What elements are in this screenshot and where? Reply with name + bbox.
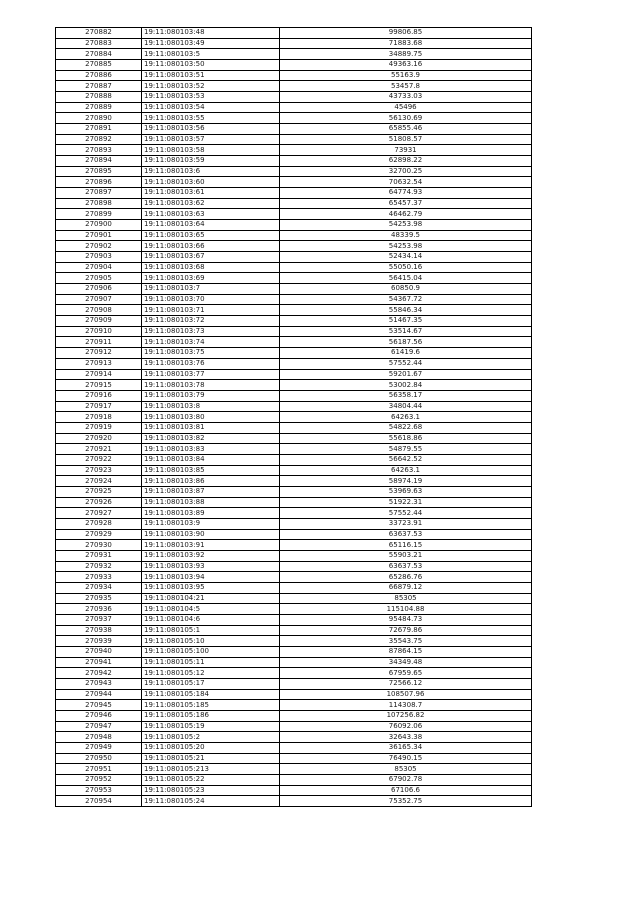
table-row <box>56 753 532 764</box>
table-row <box>56 273 532 284</box>
value-cell: 60850.9 <box>280 284 532 295</box>
cadastral-number-cell: 19:11:080103:57 <box>142 134 280 145</box>
row-number-cell: 270892 <box>56 134 142 145</box>
row-number-cell: 270929 <box>56 529 142 540</box>
cadastral-number-cell: 19:11:080103:48 <box>142 28 280 39</box>
value-cell: 63637.53 <box>280 529 532 540</box>
cadastral-number-cell: 19:11:080105:100 <box>142 646 280 657</box>
value-cell: 32700.25 <box>280 166 532 177</box>
cadastral-number-cell: 19:11:080103:52 <box>142 81 280 92</box>
cadastral-number-cell: 19:11:080104:21 <box>142 593 280 604</box>
value-cell: 62898.22 <box>280 156 532 167</box>
value-cell: 95484.73 <box>280 614 532 625</box>
table-row <box>56 316 532 327</box>
value-cell: 64263.1 <box>280 412 532 423</box>
row-number-cell: 270883 <box>56 38 142 49</box>
value-cell: 52434.14 <box>280 252 532 263</box>
cadastral-number-cell: 19:11:080103:83 <box>142 444 280 455</box>
value-cell: 115104.88 <box>280 604 532 615</box>
row-number-cell: 270918 <box>56 412 142 423</box>
cadastral-number-cell: 19:11:080103:86 <box>142 476 280 487</box>
row-number-cell: 270943 <box>56 678 142 689</box>
cadastral-number-cell: 19:11:080103:68 <box>142 262 280 273</box>
row-number-cell: 270941 <box>56 657 142 668</box>
value-cell: 46462.79 <box>280 209 532 220</box>
table-row <box>56 156 532 167</box>
table-row <box>56 582 532 593</box>
cadastral-number-cell: 19:11:080105:2 <box>142 732 280 743</box>
cadastral-number-cell: 19:11:080105:186 <box>142 711 280 722</box>
value-cell: 54253.98 <box>280 241 532 252</box>
row-number-cell: 270952 <box>56 775 142 786</box>
table-row <box>56 529 532 540</box>
table-row <box>56 241 532 252</box>
value-cell: 56187.56 <box>280 337 532 348</box>
table-row <box>56 60 532 71</box>
value-cell: 58974.19 <box>280 476 532 487</box>
table-row <box>56 369 532 380</box>
value-cell: 53514.67 <box>280 326 532 337</box>
value-cell: 55163.9 <box>280 70 532 81</box>
cadastral-number-cell: 19:11:080105:17 <box>142 678 280 689</box>
table-row <box>56 646 532 657</box>
table-row <box>56 230 532 241</box>
cadastral-number-cell: 19:11:080103:9 <box>142 518 280 529</box>
cadastral-number-cell: 19:11:080103:81 <box>142 422 280 433</box>
cadastral-number-cell: 19:11:080104:5 <box>142 604 280 615</box>
value-cell: 54879.55 <box>280 444 532 455</box>
row-number-cell: 270919 <box>56 422 142 433</box>
value-cell: 85305 <box>280 764 532 775</box>
row-number-cell: 270947 <box>56 721 142 732</box>
value-cell: 56642.52 <box>280 454 532 465</box>
table-row <box>56 49 532 60</box>
value-cell: 54253.98 <box>280 220 532 231</box>
cadastral-number-cell: 19:11:080103:94 <box>142 572 280 583</box>
table-row <box>56 422 532 433</box>
table-row <box>56 294 532 305</box>
cadastral-number-cell: 19:11:080103:80 <box>142 412 280 423</box>
row-number-cell: 270940 <box>56 646 142 657</box>
row-number-cell: 270887 <box>56 81 142 92</box>
row-number-cell: 270908 <box>56 305 142 316</box>
row-number-cell: 270915 <box>56 380 142 391</box>
value-cell: 51808.57 <box>280 134 532 145</box>
table-row <box>56 508 532 519</box>
row-number-cell: 270884 <box>56 49 142 60</box>
row-number-cell: 270942 <box>56 668 142 679</box>
table-row <box>56 454 532 465</box>
row-number-cell: 270932 <box>56 561 142 572</box>
table-row <box>56 657 532 668</box>
value-cell: 72566.12 <box>280 678 532 689</box>
row-number-cell: 270903 <box>56 252 142 263</box>
row-number-cell: 270912 <box>56 348 142 359</box>
value-cell: 65286.76 <box>280 572 532 583</box>
row-number-cell: 270916 <box>56 390 142 401</box>
table-row <box>56 134 532 145</box>
table-row <box>56 732 532 743</box>
cadastral-number-cell: 19:11:080103:73 <box>142 326 280 337</box>
value-cell: 67106.6 <box>280 785 532 796</box>
cadastral-number-cell: 19:11:080103:56 <box>142 124 280 135</box>
value-cell: 34804.44 <box>280 401 532 412</box>
value-cell: 43733.03 <box>280 92 532 103</box>
cadastral-number-cell: 19:11:080105:184 <box>142 689 280 700</box>
table-row <box>56 689 532 700</box>
table-row <box>56 433 532 444</box>
cadastral-number-cell: 19:11:080105:24 <box>142 796 280 807</box>
row-number-cell: 270949 <box>56 743 142 754</box>
cadastral-number-cell: 19:11:080103:69 <box>142 273 280 284</box>
value-cell: 67902.78 <box>280 775 532 786</box>
table-row <box>56 465 532 476</box>
value-cell: 32643.38 <box>280 732 532 743</box>
table-row <box>56 775 532 786</box>
row-number-cell: 270902 <box>56 241 142 252</box>
value-cell: 61419.6 <box>280 348 532 359</box>
table-row <box>56 540 532 551</box>
cadastral-number-cell: 19:11:080103:67 <box>142 252 280 263</box>
table-row <box>56 476 532 487</box>
cadastral-number-cell: 19:11:080103:63 <box>142 209 280 220</box>
row-number-cell: 270891 <box>56 124 142 135</box>
row-number-cell: 270885 <box>56 60 142 71</box>
cadastral-number-cell: 19:11:080104:6 <box>142 614 280 625</box>
table-row <box>56 604 532 615</box>
table-row <box>56 412 532 423</box>
row-number-cell: 270925 <box>56 486 142 497</box>
row-number-cell: 270907 <box>56 294 142 305</box>
value-cell: 99806.85 <box>280 28 532 39</box>
table-row <box>56 497 532 508</box>
value-cell: 64774.93 <box>280 188 532 199</box>
cadastral-number-cell: 19:11:080103:65 <box>142 230 280 241</box>
row-number-cell: 270917 <box>56 401 142 412</box>
cadastral-number-cell: 19:11:080103:54 <box>142 102 280 113</box>
value-cell: 51467.35 <box>280 316 532 327</box>
row-number-cell: 270934 <box>56 582 142 593</box>
row-number-cell: 270924 <box>56 476 142 487</box>
row-number-cell: 270893 <box>56 145 142 156</box>
row-number-cell: 270888 <box>56 92 142 103</box>
table-row <box>56 326 532 337</box>
table-row <box>56 625 532 636</box>
value-cell: 72679.86 <box>280 625 532 636</box>
row-number-cell: 270946 <box>56 711 142 722</box>
table-row <box>56 252 532 263</box>
value-cell: 53457.8 <box>280 81 532 92</box>
cadastral-number-cell: 19:11:080103:62 <box>142 198 280 209</box>
table-row <box>56 785 532 796</box>
row-number-cell: 270898 <box>56 198 142 209</box>
value-cell: 76490.15 <box>280 753 532 764</box>
table-row <box>56 796 532 807</box>
cadastral-number-cell: 19:11:080105:185 <box>142 700 280 711</box>
cadastral-number-cell: 19:11:080105:22 <box>142 775 280 786</box>
table-row <box>56 28 532 39</box>
row-number-cell: 270895 <box>56 166 142 177</box>
value-cell: 65855.46 <box>280 124 532 135</box>
value-cell: 108507.96 <box>280 689 532 700</box>
value-cell: 85305 <box>280 593 532 604</box>
table-row <box>56 70 532 81</box>
cadastral-number-cell: 19:11:080103:90 <box>142 529 280 540</box>
value-cell: 65116.15 <box>280 540 532 551</box>
row-number-cell: 270920 <box>56 433 142 444</box>
row-number-cell: 270897 <box>56 188 142 199</box>
row-number-cell: 270905 <box>56 273 142 284</box>
row-number-cell: 270953 <box>56 785 142 796</box>
cadastral-number-cell: 19:11:080103:78 <box>142 380 280 391</box>
row-number-cell: 270914 <box>56 369 142 380</box>
cadastral-number-cell: 19:11:080103:53 <box>142 92 280 103</box>
value-cell: 54367.72 <box>280 294 532 305</box>
table-row <box>56 711 532 722</box>
value-cell: 107256.82 <box>280 711 532 722</box>
cadastral-number-cell: 19:11:080103:58 <box>142 145 280 156</box>
row-number-cell: 270910 <box>56 326 142 337</box>
cadastral-number-cell: 19:11:080103:50 <box>142 60 280 71</box>
table-row <box>56 401 532 412</box>
table-row <box>56 92 532 103</box>
row-number-cell: 270927 <box>56 508 142 519</box>
table-row <box>56 550 532 561</box>
table-row <box>56 209 532 220</box>
value-cell: 57552.44 <box>280 358 532 369</box>
value-cell: 55618.86 <box>280 433 532 444</box>
row-number-cell: 270948 <box>56 732 142 743</box>
table-row <box>56 572 532 583</box>
table-row <box>56 486 532 497</box>
cadastral-number-cell: 19:11:080103:74 <box>142 337 280 348</box>
cadastral-number-cell: 19:11:080103:51 <box>142 70 280 81</box>
value-cell: 59201.67 <box>280 369 532 380</box>
value-cell: 56130.69 <box>280 113 532 124</box>
value-cell: 56358.17 <box>280 390 532 401</box>
row-number-cell: 270896 <box>56 177 142 188</box>
cadastral-number-cell: 19:11:080105:21 <box>142 753 280 764</box>
row-number-cell: 270899 <box>56 209 142 220</box>
row-number-cell: 270938 <box>56 625 142 636</box>
row-number-cell: 270901 <box>56 230 142 241</box>
row-number-cell: 270954 <box>56 796 142 807</box>
cadastral-number-cell: 19:11:080103:82 <box>142 433 280 444</box>
row-number-cell: 270921 <box>56 444 142 455</box>
row-number-cell: 270909 <box>56 316 142 327</box>
value-cell: 65457.37 <box>280 198 532 209</box>
table-row <box>56 38 532 49</box>
table-row <box>56 561 532 572</box>
table-row <box>56 337 532 348</box>
row-number-cell: 270933 <box>56 572 142 583</box>
cadastral-number-cell: 19:11:080103:66 <box>142 241 280 252</box>
table-row <box>56 81 532 92</box>
value-cell: 63637.53 <box>280 561 532 572</box>
table-row <box>56 358 532 369</box>
table-row <box>56 262 532 273</box>
row-number-cell: 270951 <box>56 764 142 775</box>
row-number-cell: 270913 <box>56 358 142 369</box>
row-number-cell: 270882 <box>56 28 142 39</box>
cadastral-number-cell: 19:11:080103:59 <box>142 156 280 167</box>
value-cell: 75352.75 <box>280 796 532 807</box>
data-table <box>55 27 532 807</box>
cadastral-number-cell: 19:11:080103:72 <box>142 316 280 327</box>
value-cell: 66879.12 <box>280 582 532 593</box>
cadastral-number-cell: 19:11:080105:23 <box>142 785 280 796</box>
cadastral-number-cell: 19:11:080103:93 <box>142 561 280 572</box>
row-number-cell: 270900 <box>56 220 142 231</box>
cadastral-number-cell: 19:11:080105:213 <box>142 764 280 775</box>
table-body <box>56 28 532 807</box>
row-number-cell: 270928 <box>56 518 142 529</box>
row-number-cell: 270894 <box>56 156 142 167</box>
table-row <box>56 636 532 647</box>
table-row <box>56 380 532 391</box>
cadastral-number-cell: 19:11:080103:87 <box>142 486 280 497</box>
cadastral-number-cell: 19:11:080103:85 <box>142 465 280 476</box>
cadastral-number-cell: 19:11:080105:1 <box>142 625 280 636</box>
cadastral-number-cell: 19:11:080103:70 <box>142 294 280 305</box>
row-number-cell: 270939 <box>56 636 142 647</box>
value-cell: 64263.1 <box>280 465 532 476</box>
cadastral-number-cell: 19:11:080103:61 <box>142 188 280 199</box>
table-row <box>56 518 532 529</box>
value-cell: 56415.04 <box>280 273 532 284</box>
row-number-cell: 270936 <box>56 604 142 615</box>
cadastral-number-cell: 19:11:080103:60 <box>142 177 280 188</box>
row-number-cell: 270904 <box>56 262 142 273</box>
cadastral-number-cell: 19:11:080105:10 <box>142 636 280 647</box>
cadastral-number-cell: 19:11:080103:75 <box>142 348 280 359</box>
cadastral-number-cell: 19:11:080103:77 <box>142 369 280 380</box>
value-cell: 87864.15 <box>280 646 532 657</box>
cadastral-number-cell: 19:11:080105:11 <box>142 657 280 668</box>
value-cell: 53969.63 <box>280 486 532 497</box>
row-number-cell: 270889 <box>56 102 142 113</box>
cadastral-number-cell: 19:11:080103:64 <box>142 220 280 231</box>
table-row <box>56 113 532 124</box>
cadastral-number-cell: 19:11:080103:49 <box>142 38 280 49</box>
cadastral-number-cell: 19:11:080105:19 <box>142 721 280 732</box>
cadastral-number-cell: 19:11:080105:20 <box>142 743 280 754</box>
row-number-cell: 270945 <box>56 700 142 711</box>
value-cell: 55050.16 <box>280 262 532 273</box>
cadastral-number-cell: 19:11:080103:55 <box>142 113 280 124</box>
row-number-cell: 270906 <box>56 284 142 295</box>
value-cell: 73931 <box>280 145 532 156</box>
cadastral-number-cell: 19:11:080103:84 <box>142 454 280 465</box>
cadastral-number-cell: 19:11:080103:71 <box>142 305 280 316</box>
table-row <box>56 145 532 156</box>
cadastral-number-cell: 19:11:080103:95 <box>142 582 280 593</box>
table-row <box>56 668 532 679</box>
value-cell: 54822.68 <box>280 422 532 433</box>
row-number-cell: 270937 <box>56 614 142 625</box>
table-row <box>56 444 532 455</box>
table-row <box>56 305 532 316</box>
value-cell: 34889.75 <box>280 49 532 60</box>
value-cell: 36165.34 <box>280 743 532 754</box>
row-number-cell: 270926 <box>56 497 142 508</box>
row-number-cell: 270935 <box>56 593 142 604</box>
table-row <box>56 284 532 295</box>
row-number-cell: 270922 <box>56 454 142 465</box>
cadastral-number-cell: 19:11:080103:5 <box>142 49 280 60</box>
value-cell: 55846.34 <box>280 305 532 316</box>
table-row <box>56 700 532 711</box>
cadastral-number-cell: 19:11:080103:91 <box>142 540 280 551</box>
row-number-cell: 270890 <box>56 113 142 124</box>
row-number-cell: 270911 <box>56 337 142 348</box>
row-number-cell: 270931 <box>56 550 142 561</box>
cadastral-number-cell: 19:11:080103:6 <box>142 166 280 177</box>
value-cell: 57552.44 <box>280 508 532 519</box>
value-cell: 51922.31 <box>280 497 532 508</box>
table-row <box>56 764 532 775</box>
table-row <box>56 198 532 209</box>
value-cell: 70632.54 <box>280 177 532 188</box>
value-cell: 34349.48 <box>280 657 532 668</box>
row-number-cell: 270923 <box>56 465 142 476</box>
value-cell: 76092.06 <box>280 721 532 732</box>
table-row <box>56 390 532 401</box>
cadastral-number-cell: 19:11:080103:92 <box>142 550 280 561</box>
row-number-cell: 270886 <box>56 70 142 81</box>
value-cell: 48339.5 <box>280 230 532 241</box>
table-row <box>56 678 532 689</box>
table-row <box>56 166 532 177</box>
value-cell: 71883.68 <box>280 38 532 49</box>
table-row <box>56 743 532 754</box>
value-cell: 53002.84 <box>280 380 532 391</box>
value-cell: 49363.16 <box>280 60 532 71</box>
value-cell: 35543.75 <box>280 636 532 647</box>
table-row <box>56 220 532 231</box>
table-row <box>56 593 532 604</box>
table-row <box>56 124 532 135</box>
row-number-cell: 270944 <box>56 689 142 700</box>
value-cell: 45496 <box>280 102 532 113</box>
row-number-cell: 270930 <box>56 540 142 551</box>
row-number-cell: 270950 <box>56 753 142 764</box>
table-row <box>56 348 532 359</box>
value-cell: 55903.21 <box>280 550 532 561</box>
table-row <box>56 188 532 199</box>
cadastral-number-cell: 19:11:080103:79 <box>142 390 280 401</box>
table-row <box>56 177 532 188</box>
value-cell: 114308.7 <box>280 700 532 711</box>
cadastral-number-cell: 19:11:080103:88 <box>142 497 280 508</box>
value-cell: 33723.91 <box>280 518 532 529</box>
cadastral-number-cell: 19:11:080103:7 <box>142 284 280 295</box>
table-row <box>56 102 532 113</box>
value-cell: 67959.65 <box>280 668 532 679</box>
cadastral-number-cell: 19:11:080103:89 <box>142 508 280 519</box>
cadastral-number-cell: 19:11:080103:8 <box>142 401 280 412</box>
cadastral-number-cell: 19:11:080103:76 <box>142 358 280 369</box>
cadastral-number-cell: 19:11:080105:12 <box>142 668 280 679</box>
table-row <box>56 721 532 732</box>
table-row <box>56 614 532 625</box>
